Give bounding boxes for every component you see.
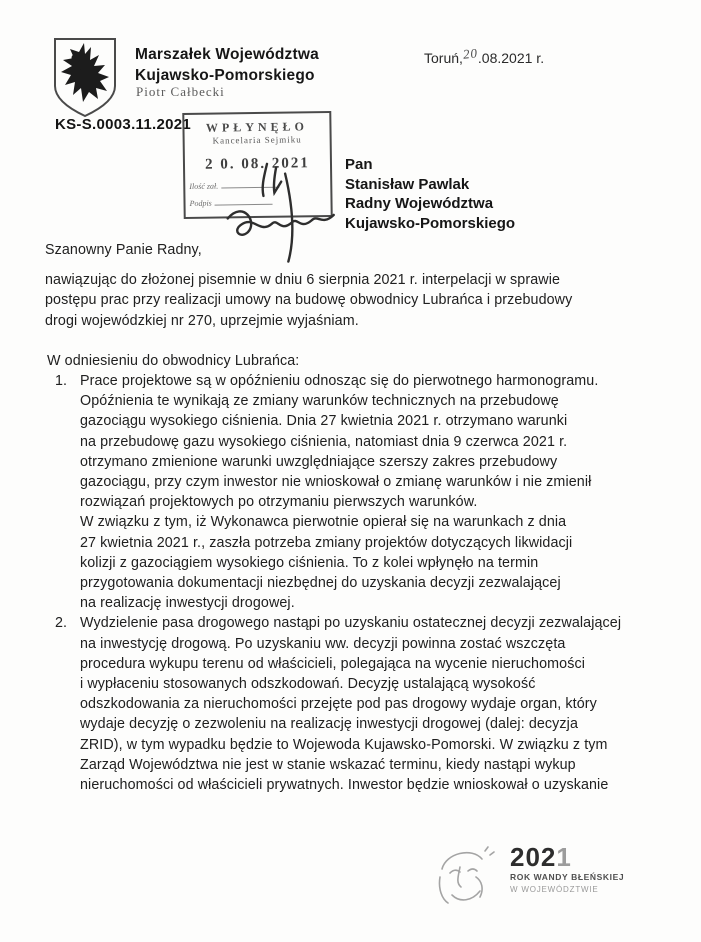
stamp-attachments-row: Ilość zał.: [189, 181, 279, 191]
text-line: nawiązując do złożonej pisemnie w dniu 6 sierpnia 2021 r. interpelacji w sprawie: [45, 272, 561, 289]
list-item-text: [80, 371, 675, 613]
reference-number: KS-S.0003.11.2021: [55, 116, 192, 133]
text-line: drogi wojewódzkiej nr 270, uprzejmie wyjaśniam.: [45, 312, 359, 329]
footer-line2: W WOJEWÓDZTWIE: [510, 885, 599, 894]
text-line: Prace projektowe są w opóźnieniu odnosząc się do pierwotnego harmonogramu.: [80, 373, 599, 390]
wanda-blenska-portrait-sketch-icon: [430, 843, 498, 913]
blank-line: [221, 181, 279, 189]
list-number: 2.: [55, 615, 68, 632]
letterhead-office: [135, 44, 319, 86]
dateline-city: Toruń,: [424, 50, 463, 66]
intro-paragraph: [45, 270, 675, 331]
stamp-office: Kancelaria Sejmiku: [212, 134, 302, 146]
dateline: [424, 45, 545, 67]
text-line: ZRID), w tym wypadku będzie to Wojewoda Kujawsko-Pomorski. W związku z tym: [80, 736, 608, 753]
text-line: Kujawsko-Pomorskiego: [345, 214, 516, 232]
text-line: Opóźnienia te wynikają ze zmiany warunków technicznych na przebudowę: [80, 393, 559, 410]
recipient-block: [345, 155, 515, 233]
text-line: Stanisław Pawlak: [345, 175, 470, 193]
text-line: przygotowania dokumentacji niezbędnej do uzyskania decyzji zezwalającej: [80, 575, 561, 592]
footer-line1: ROK WANDY BŁEŃSKIEJ: [510, 872, 625, 882]
text-line: Radny Województwa: [345, 195, 494, 212]
salutation: Szanowny Panie Radny,: [45, 242, 202, 258]
dateline-rest: .08.2021 r.: [477, 50, 545, 66]
list-number: 1.: [55, 373, 68, 390]
text-line: wydaje decyzję o zezwoleniu na realizację inwestycji drogowej (dalej: decyzja: [80, 716, 579, 733]
received-stamp: [182, 111, 332, 219]
footer-text: [510, 843, 624, 913]
text-line: W związku z tym, iż Wykonawca pierwotnie opierał się na warunkach z dnia: [80, 514, 567, 531]
text-line: Wydzielenie pasa drogowego nastąpi po uzyskaniu ostatecznej decyzji zezwalającej: [80, 615, 622, 632]
text-line: gazociągu wysokiego ciśnienia. Dnia 27 kwietnia 2021 r. otrzymano warunki: [80, 413, 568, 430]
text-line: gazociągu, przy czym inwestor nie wnioskował o zmianę warunków i nie zmienił: [80, 474, 592, 491]
text-line: na inwestycję drogową. Po uzyskaniu ww. decyzji powinna zostać wszczęta: [80, 635, 566, 652]
letter-body: [45, 240, 675, 795]
stamp-date: 2 0. 08. 2021: [205, 155, 310, 173]
list-item-2: [55, 613, 675, 795]
office-line2: Kujawsko-Pomorskiego: [135, 67, 315, 84]
footer-year: 2021: [510, 842, 572, 872]
text-line: rozwiązań projektowych po otrzymaniu pierwszych warunków.: [80, 494, 478, 511]
list-item-1: [55, 371, 675, 613]
text-line: postępu prac przy realizacji umowy na budowę obwodnicy Lubrańca i przebudowy: [45, 292, 573, 309]
text-line: i wypłaceniu stosowanych odszkodowań. Decyzję ustalającą wysokość: [80, 676, 536, 693]
text-line: Pan: [345, 156, 373, 173]
official-name: Piotr Całbecki: [136, 84, 225, 99]
text-line: na przebudowę gazu wysokiego ciśnienia, natomiast dnia 9 czerwca 2021 r.: [80, 433, 568, 450]
text-line: na realizację inwestycji drogowej.: [80, 595, 295, 612]
text-line: otrzymano zmienione warunki uwzględniające szerszy zakres przebudowy: [80, 453, 558, 470]
text-line: Zarząd Województwa nie jest w stanie wskazać terminu, kiedy nastąpi wykup: [80, 756, 576, 773]
stamp-signature-row: Podpis: [189, 198, 272, 208]
coat-of-arms-icon: [50, 36, 120, 120]
text-line: kolizji z gazociągiem wysokiego ciśnienia. To z kolei wpłynęło na termin: [80, 554, 539, 571]
handwritten-day: 20: [462, 45, 479, 62]
blank-line: [215, 198, 273, 206]
text-line: nieruchomości od właścicieli prywatnych. Inwestor będzie wnioskował o uzyskanie: [80, 777, 609, 794]
office-line1: Marszałek Województwa: [135, 46, 319, 63]
footer-logo: [430, 843, 624, 913]
text-line: procedura wykupu terenu od właścicieli, polegająca na wycenie nieruchomości: [80, 655, 585, 672]
list-item-text: [80, 613, 675, 795]
stamp-title: WPŁYNĘŁO: [205, 119, 309, 135]
text-line: odszkodowania za nieruchomości przejęte pod pas drogowy wydaje organ, który: [80, 696, 597, 713]
text-line: 27 kwietnia 2021 r., zaszła potrzeba zmiany projektów dotyczących likwidacji: [80, 534, 573, 551]
section-heading: W odniesieniu do obwodnicy Lubrańca:: [47, 352, 300, 369]
